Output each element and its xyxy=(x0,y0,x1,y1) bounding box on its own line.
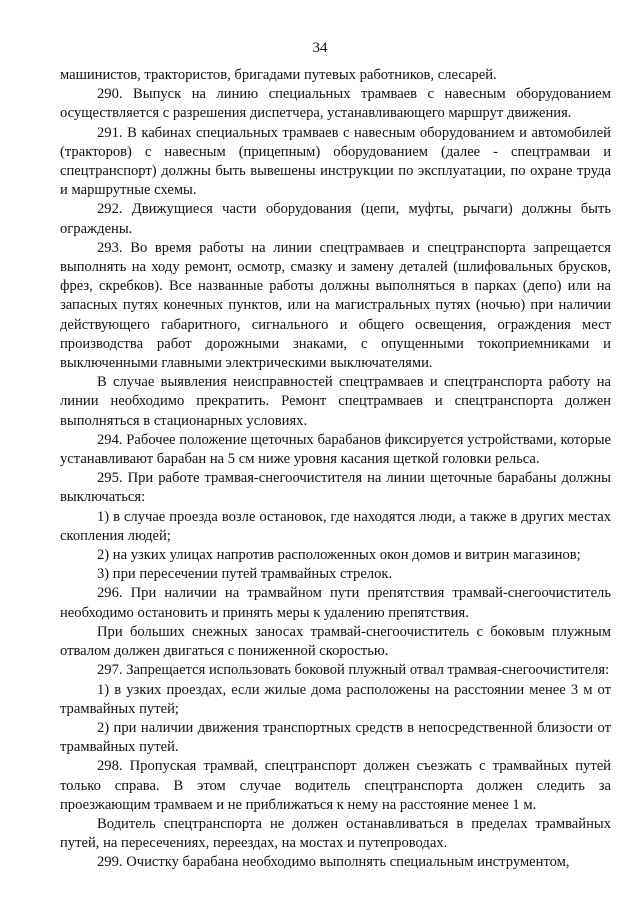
paragraph-292: 292. Движущиеся части оборудования (цепи, муфты, рычаги) должны быть ограждены. xyxy=(60,201,611,237)
paragraph-297-item-2: 2) при наличии движения транспортных средств в непосредственной близости от трамвайных путей. xyxy=(60,719,611,756)
paragraph-291: 291. В кабинах специальных трамваев с навесным оборудованием и автомобилей (тракторов) с навесным (прицепным) оборудованием (далее - спецтрамваи и спецтранспорт) должны быть вывешены инструкции по эксплуатации, по охране труда и маршрутные схемы. xyxy=(60,124,611,199)
paragraph-296: 296. При наличии на трамвайном пути препятствия трамвай-снегоочиститель необходимо остановить и принять меры к удалению препятствия. xyxy=(60,585,611,621)
paragraph-296-snow: При больших снежных заносах трамвай-снегоочиститель с боковым плужным отвалом должен двигаться с пониженной скоростью. xyxy=(60,623,611,660)
paragraph-295: 295. При работе трамвая-снегоочистителя на линии щеточные барабаны должны выключаться: xyxy=(60,470,611,506)
paragraph-299: 299. Очистку барабана необходимо выполнять специальным инструментом, xyxy=(97,854,570,871)
paragraph-295-item-1: 1) в случае проезда возле остановок, где находятся люди, а также в других местах скопления людей; xyxy=(60,508,611,544)
paragraph-294: 294. Рабочее положение щеточных барабанов фиксируется устройствами, которые устанавливают барабан на 5 см ниже уровня касания щеткой головки рельса. xyxy=(60,431,611,468)
paragraph-295-item-2: 2) на узких улицах напротив расположенных окон домов и витрин магазинов; xyxy=(97,547,581,564)
page-number: 34 xyxy=(312,40,328,56)
paragraph-298-driver: Водитель спецтранспорта не должен останавливаться в пределах трамвайных путей, на пересечениях, переездах, на мостах и путепроводах. xyxy=(60,815,611,852)
paragraph-293: 293. Во время работы на линии спецтрамваев и спецтранспорта запрещается выполнять на ходу ремонт, осмотр, смазку и замену деталей (шлифовальных брусков, фрез, скребков). Все названные работы должны выполняться в парках (депо) или на запасных путях конечных пунктов, или на магистральных путях (ночью) при наличии действующего габаритного, сигнального и общего освещения, ограждения мест производства работ дорожными знаками, с опущенными токоприемниками и выключенными главными электрическими выключателями. xyxy=(60,239,611,372)
document-body xyxy=(60,66,611,873)
paragraph-290: 290. Выпуск на линию специальных трамваев с навесным оборудованием осуществляется с разрешения диспетчера, устанавливающего маршрут движения. xyxy=(60,86,611,122)
paragraph-297-item-1: 1) в узких проездах, если жилые дома расположены на расстоянии менее 3 м от трамвайных путей; xyxy=(60,681,611,717)
paragraph-continuation: машинистов, трактористов, бригадами путевых работников, слесарей. xyxy=(60,67,497,83)
paragraph-297: 297. Запрещается использовать боковой плужный отвал трамвая-снегоочистителя: xyxy=(97,662,610,679)
paragraph-293-faults: В случае выявления неисправностей спецтрамваев и спецтранспорта работу на линии необходимо прекратить. Ремонт спецтрамваев и спецтранспорта должен выполняться в стационарных условиях. xyxy=(60,374,611,429)
paragraph-295-item-3: 3) при пересечении путей трамвайных стрелок. xyxy=(97,566,393,583)
paragraph-298: 298. Пропуская трамвай, спецтранспорт должен съезжать с трамвайных путей только справа. В этом случае водитель спецтранспорта должен следить за проезжающим трамваем и не приближаться к нему на расстояние менее 1 м. xyxy=(60,758,611,813)
